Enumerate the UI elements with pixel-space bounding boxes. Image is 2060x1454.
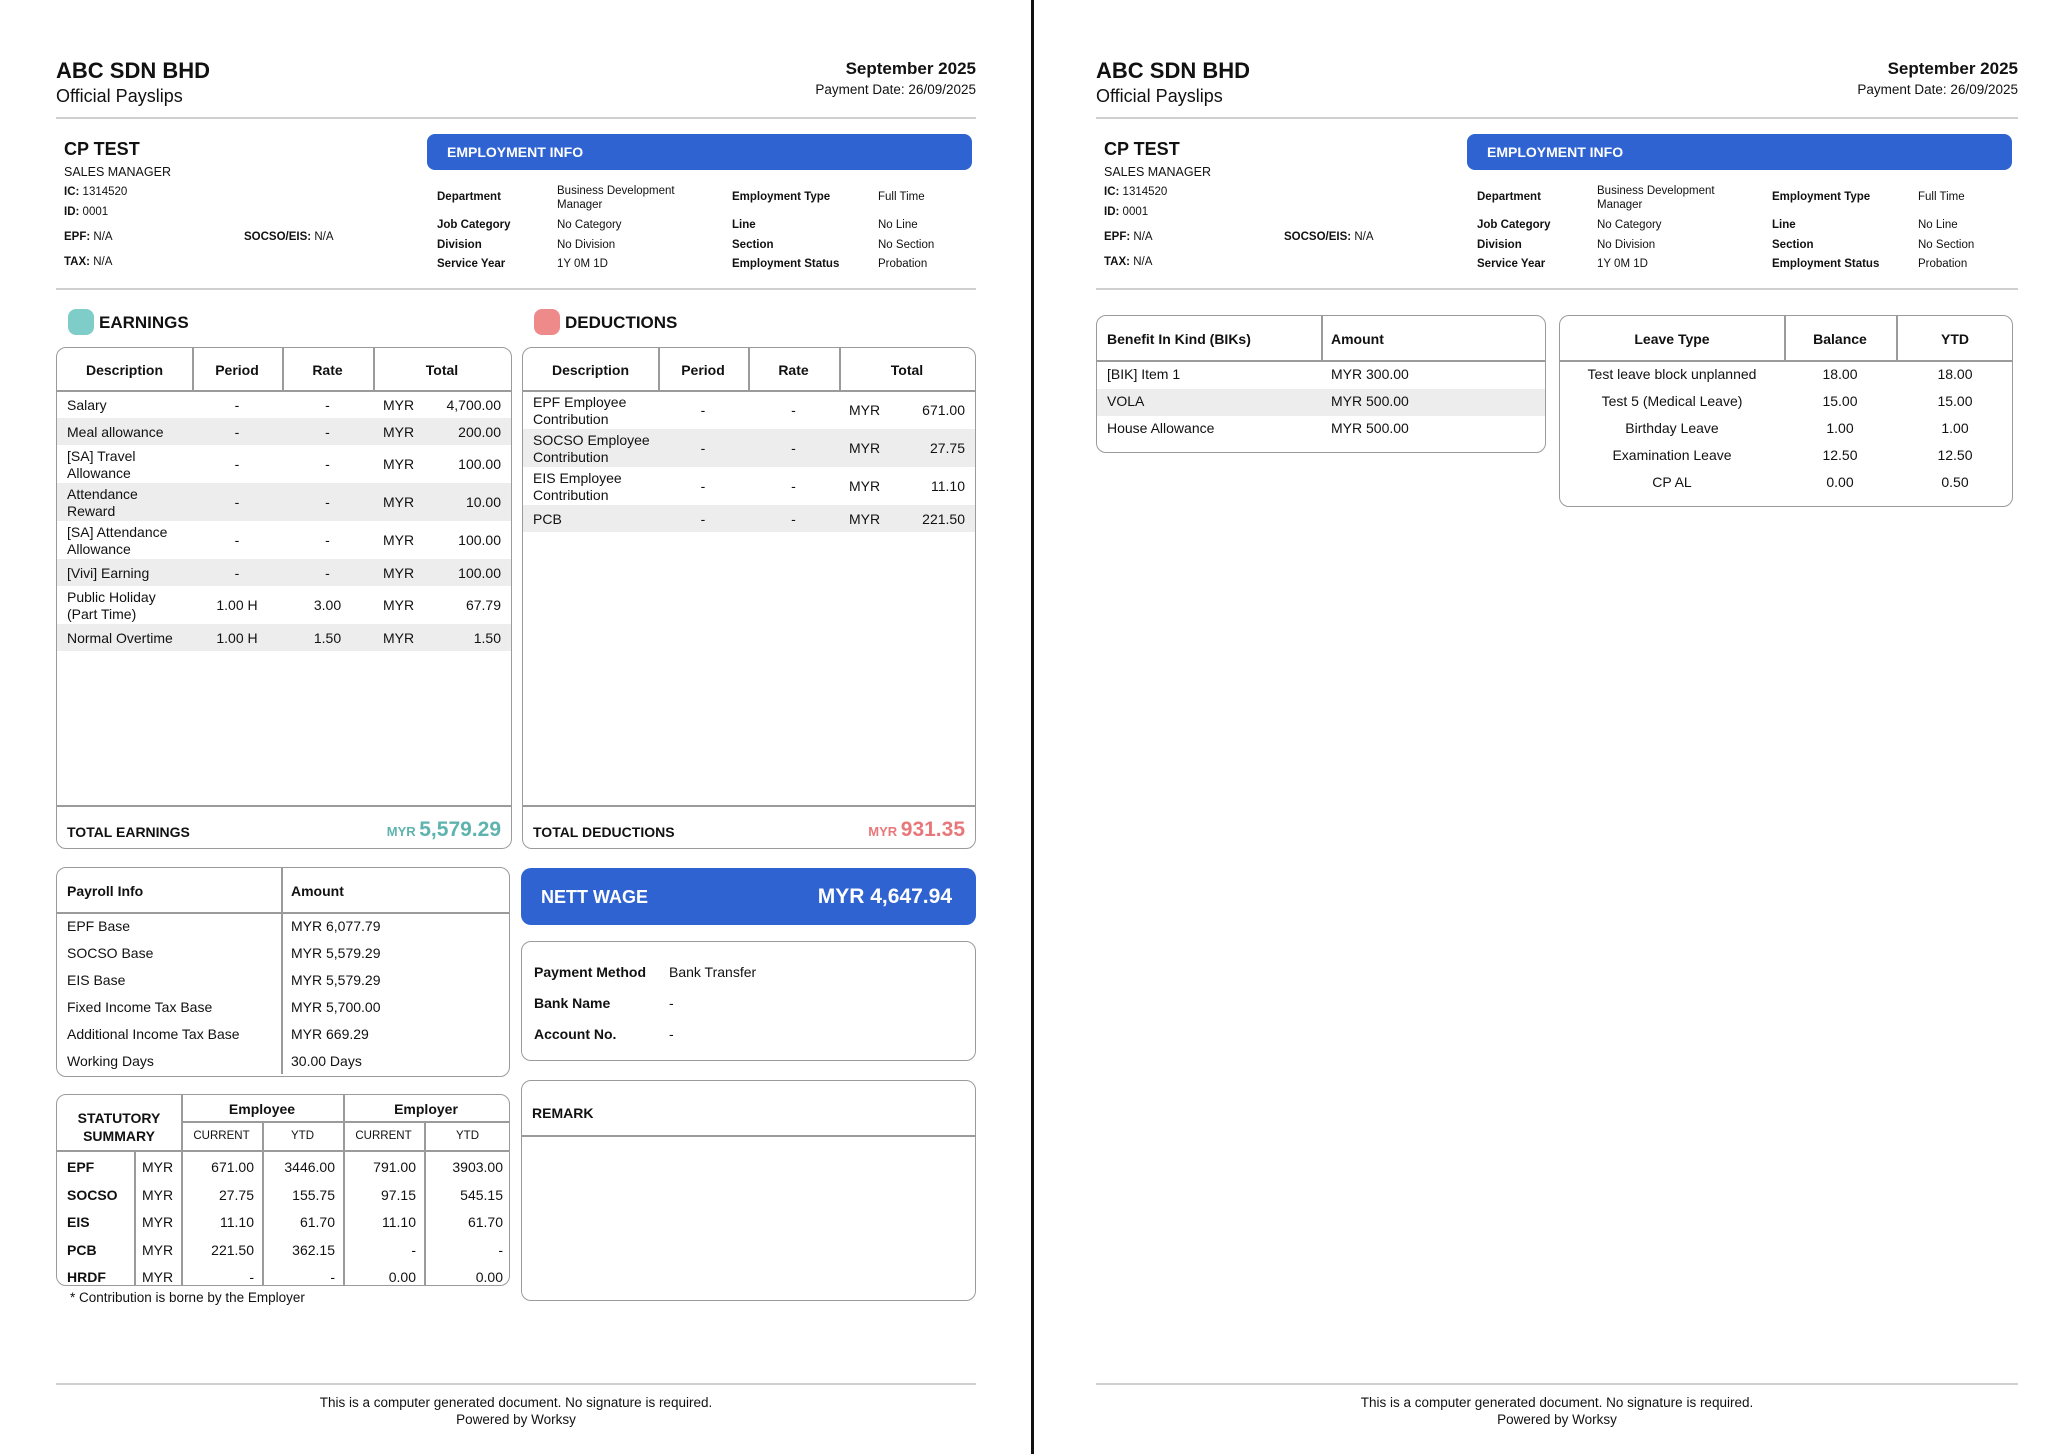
total-currency: MYR (868, 824, 901, 839)
table-header-2: Rate (778, 362, 809, 378)
row-description: Public Holiday (Part Time) (67, 589, 156, 622)
row-description: [Vivi] Earning (67, 564, 150, 581)
employer-ytd: 3903.00 (452, 1159, 503, 1175)
table-header-1: Amount (291, 883, 344, 899)
table-header-divider (57, 912, 509, 914)
section-label: Section (732, 239, 774, 251)
row-total: 100.00 (458, 456, 501, 472)
employment-type-value: Full Time (878, 191, 925, 203)
department-value: Business Development Manager (557, 185, 675, 211)
row-value: MYR 300.00 (1331, 366, 1409, 382)
employment-type-label: Employment Type (732, 191, 831, 203)
header-divider (56, 117, 976, 119)
employee-name: CP TEST (64, 139, 140, 159)
employee-current: 221.50 (211, 1241, 254, 1258)
column-divider (134, 1150, 136, 1286)
table-header-0: Description (551, 362, 629, 378)
line-label: Line (732, 219, 756, 231)
leave-ytd: 0.50 (1941, 474, 1969, 490)
payroll-info-table (56, 867, 510, 1077)
job-category-label: Job Category (1477, 219, 1551, 231)
row-period: - (700, 440, 706, 456)
employer-group-header: Employer (394, 1101, 458, 1117)
line-value: No Line (878, 219, 918, 231)
statutory-name: PCB (67, 1241, 97, 1258)
row-period: - (700, 402, 706, 418)
row-rate: - (325, 494, 330, 510)
row-period: - (234, 423, 240, 440)
row-period: - (234, 564, 240, 581)
column-divider (262, 1121, 264, 1286)
employee-position: SALES MANAGER (64, 165, 171, 179)
row-description: [SA] Travel Allowance (67, 448, 136, 481)
row-value: MYR 500.00 (1331, 393, 1409, 409)
payment-method-label: Payment Method (534, 964, 647, 980)
total-amount (868, 818, 965, 842)
earnings-dot-icon (68, 309, 94, 335)
row-currency: MYR (849, 478, 881, 494)
row-description: [SA] Attendance Allowance (67, 524, 168, 557)
employee-ic: IC: 1314520 (1104, 186, 1168, 198)
row-total: 100.00 (458, 532, 501, 548)
job-category-label: Job Category (437, 219, 511, 231)
row-rate: - (325, 456, 330, 472)
leave-balance: 0.00 (1826, 474, 1854, 490)
earnings-title: EARNINGS (99, 313, 189, 332)
department-label: Department (1477, 191, 1541, 203)
nett-wage-banner (521, 868, 976, 925)
column-divider (281, 1020, 283, 1047)
statutory-currency: MYR (142, 1159, 174, 1175)
employer-ytd: 545.15 (460, 1186, 503, 1203)
payment-method-value: Bank Transfer (669, 964, 757, 980)
row-total: 200.00 (458, 423, 501, 440)
employer-current-header: CURRENT (355, 1130, 412, 1142)
column-divider (1321, 316, 1323, 360)
statutory-currency: MYR (142, 1214, 174, 1230)
pay-month: September 2025 (845, 59, 976, 78)
employee-epf: EPF: N/A (1104, 231, 1153, 243)
statutory-note: * Contribution is borne by the Employer (70, 1290, 305, 1305)
row-shade (1097, 389, 1545, 416)
row-label: EPF Base (67, 918, 131, 934)
leave-type: CP AL (1652, 474, 1692, 490)
row-label: Additional Income Tax Base (67, 1026, 240, 1042)
company-name: ABC SDN BHD (56, 58, 210, 83)
row-rate: - (791, 478, 796, 494)
footer-divider (1096, 1383, 2018, 1385)
footer-line2: Powered by Worksy (456, 1412, 576, 1427)
info-divider (1096, 288, 2018, 290)
row-period: - (234, 456, 240, 472)
leave-balance: 15.00 (1822, 393, 1858, 409)
info-divider (56, 288, 976, 290)
payment-info-box (521, 941, 976, 1061)
employment-type-label: Employment Type (1772, 191, 1871, 203)
column-divider (281, 1047, 283, 1074)
table-header-1: Balance (1813, 331, 1867, 347)
payment-date: Payment Date: 26/09/2025 (1857, 82, 2018, 97)
statutory-name: HRDF (67, 1269, 106, 1285)
table-header-divider (57, 1150, 509, 1152)
employee-ytd: 155.75 (292, 1186, 335, 1203)
company-name: ABC SDN BHD (1096, 58, 1250, 83)
statutory-title-2: SUMMARY (83, 1128, 155, 1144)
row-rate: 1.50 (313, 629, 342, 646)
row-currency: MYR (849, 440, 881, 456)
section-label: Section (1772, 239, 1814, 251)
row-total: 27.75 (929, 440, 965, 456)
leave-balance: 1.00 (1826, 420, 1854, 436)
total-currency: MYR (386, 824, 420, 839)
column-divider (281, 939, 283, 966)
row-description: EPF Employee Contribution (533, 394, 627, 427)
employee-group-header: Employee (228, 1101, 296, 1117)
row-currency: MYR (849, 510, 881, 527)
row-value: MYR 5,579.29 (291, 945, 381, 961)
leave-balance: 18.00 (1822, 366, 1858, 382)
job-category-value: No Category (557, 219, 622, 231)
line-label: Line (1772, 219, 1796, 231)
employee-current: 671.00 (211, 1159, 254, 1175)
service-year-label: Service Year (437, 258, 506, 270)
employer-current: 0.00 (388, 1269, 416, 1285)
row-period: - (234, 396, 240, 413)
employer-ytd: - (498, 1241, 503, 1258)
employee-ytd-header: YTD (291, 1130, 314, 1142)
row-total: 11.10 (931, 478, 965, 494)
column-divider (281, 912, 283, 939)
row-rate: 3.00 (313, 597, 342, 613)
employment-type-value: Full Time (1918, 191, 1965, 203)
row-currency: MYR (383, 423, 415, 440)
row-value: 30.00 Days (291, 1053, 362, 1069)
employee-tax: TAX: N/A (64, 256, 113, 268)
account-no-label: Account No. (534, 1026, 617, 1042)
employee-id: ID: 0001 (1104, 206, 1149, 218)
row-label: SOCSO Base (67, 945, 154, 961)
job-category-value: No Category (1597, 219, 1662, 231)
service-year-value: 1Y 0M 1D (1597, 258, 1648, 270)
total-label: TOTAL DEDUCTIONS (533, 824, 675, 840)
account-no-value: - (669, 1026, 674, 1042)
leave-type: Test 5 (Medical Leave) (1601, 393, 1743, 409)
statutory-title-1: STATUTORY (77, 1110, 161, 1126)
total-amount (387, 818, 501, 842)
employment-info-banner: EMPLOYMENT INFO (1467, 134, 2012, 170)
payslip-page-2 (1034, 0, 2060, 1454)
row-currency: MYR (383, 564, 415, 581)
employee-tax: TAX: N/A (1104, 256, 1153, 268)
row-description: Salary (67, 396, 107, 413)
line-value: No Line (1918, 219, 1958, 231)
row-currency: MYR (383, 494, 415, 510)
remark-box (521, 1080, 976, 1301)
row-period: - (234, 532, 240, 548)
column-divider (424, 1121, 426, 1286)
row-period: 1.00 H (216, 597, 258, 613)
column-divider (281, 993, 283, 1020)
total-divider (523, 805, 975, 807)
employer-current: 791.00 (373, 1159, 416, 1175)
row-rate: - (791, 510, 796, 527)
service-year-label: Service Year (1477, 258, 1546, 270)
row-value: MYR 5,579.29 (291, 972, 381, 988)
row-label: EIS Base (67, 972, 126, 988)
section-value: No Section (878, 239, 935, 251)
employee-current: 27.75 (218, 1186, 254, 1203)
total-divider (57, 805, 511, 807)
table-header-0: Description (85, 362, 163, 378)
table-header-divider (523, 390, 975, 392)
deductions-table (522, 347, 976, 849)
leave-ytd: 15.00 (1937, 393, 1973, 409)
employee-name: CP TEST (1104, 139, 1180, 159)
bank-name-label: Bank Name (534, 995, 611, 1011)
statutory-name: SOCSO (67, 1186, 118, 1203)
employer-ytd: 0.00 (475, 1269, 503, 1285)
row-period: 1.00 H (216, 629, 258, 646)
leave-balance: 12.50 (1822, 447, 1858, 463)
table-header-1: Amount (1331, 331, 1384, 347)
deductions-title: DEDUCTIONS (565, 313, 678, 332)
employee-socso: SOCSO/EIS: N/A (244, 231, 334, 243)
employee-epf: EPF: N/A (64, 231, 113, 243)
footer-line2: Powered by Worksy (1497, 1412, 1617, 1427)
row-value: MYR 5,700.00 (291, 999, 381, 1015)
bik-table (1096, 315, 1546, 453)
bank-name-value: - (669, 995, 674, 1011)
row-currency: MYR (383, 456, 415, 472)
row-label: House Allowance (1107, 420, 1215, 436)
statutory-summary-table (56, 1094, 510, 1286)
employee-ytd: - (330, 1269, 335, 1285)
employment-info-banner: EMPLOYMENT INFO (427, 134, 972, 170)
service-year-value: 1Y 0M 1D (557, 258, 608, 270)
employee-current: - (249, 1269, 254, 1285)
row-currency: MYR (383, 532, 415, 548)
footer-line1: This is a computer generated document. No signature is required. (1360, 1395, 1754, 1410)
row-label: [BIK] Item 1 (1107, 366, 1181, 382)
department-value: Business Development Manager (1597, 185, 1715, 211)
statutory-name: EPF (67, 1159, 95, 1175)
employer-current: 97.15 (380, 1186, 416, 1203)
leave-ytd: 12.50 (1937, 447, 1973, 463)
earnings-table (56, 347, 512, 849)
employee-current: 11.10 (220, 1214, 254, 1230)
section-value: No Section (1918, 239, 1975, 251)
employee-ytd: 61.70 (299, 1214, 335, 1230)
deductions-dot-icon (534, 309, 560, 335)
employer-current: - (411, 1241, 416, 1258)
total-value: 5,579.29 (419, 818, 501, 841)
employee-socso: SOCSO/EIS: N/A (1284, 231, 1374, 243)
row-rate: - (325, 396, 330, 413)
header-divider (1096, 117, 2018, 119)
nett-wage-label: NETT WAGE (541, 887, 648, 907)
column-divider (281, 966, 283, 993)
footer-line1: This is a computer generated document. No signature is required. (319, 1395, 713, 1410)
leave-type: Test leave block unplanned (1587, 366, 1757, 382)
employee-current-header: CURRENT (193, 1130, 250, 1142)
employee-ic: IC: 1314520 (64, 186, 128, 198)
employer-ytd: 61.70 (467, 1214, 503, 1230)
remark-title: REMARK (532, 1105, 594, 1121)
row-total: 67.79 (465, 597, 501, 613)
leave-type: Examination Leave (1612, 447, 1732, 463)
employment-status-label: Employment Status (1772, 258, 1880, 270)
group-header-divider (181, 1121, 510, 1123)
leave-ytd: 1.00 (1941, 420, 1969, 436)
row-rate: - (325, 423, 330, 440)
row-rate: - (325, 532, 330, 548)
table-header-0: Leave Type (1634, 331, 1710, 347)
doc-subtitle: Official Payslips (56, 86, 183, 106)
table-header-divider (1097, 360, 1545, 362)
employment-status-value: Probation (878, 258, 928, 270)
row-value: MYR 500.00 (1331, 420, 1409, 436)
leave-table (1559, 315, 2013, 507)
row-period: - (700, 478, 706, 494)
leave-ytd: 18.00 (1937, 366, 1973, 382)
statutory-name: EIS (67, 1214, 90, 1230)
row-currency: MYR (383, 597, 415, 613)
row-label: VOLA (1107, 393, 1145, 409)
doc-subtitle: Official Payslips (1096, 86, 1223, 106)
employee-id: ID: 0001 (64, 206, 109, 218)
division-label: Division (1477, 239, 1522, 251)
table-header-2: YTD (1941, 331, 1969, 347)
payment-date: Payment Date: 26/09/2025 (815, 82, 976, 97)
row-currency: MYR (383, 629, 415, 646)
statutory-currency: MYR (142, 1241, 174, 1258)
employee-ytd: 362.15 (292, 1241, 335, 1258)
row-label: Fixed Income Tax Base (67, 999, 213, 1015)
row-currency: MYR (849, 402, 881, 418)
row-description: EIS Employee Contribution (533, 470, 622, 503)
row-value: MYR 669.29 (291, 1026, 369, 1042)
row-period: - (700, 510, 706, 527)
nett-wage-value: MYR 4,647.94 (817, 885, 952, 908)
statutory-currency: MYR (142, 1269, 174, 1285)
row-description: Meal allowance (67, 423, 164, 440)
row-total: 4,700.00 (446, 396, 501, 413)
department-label: Department (437, 191, 501, 203)
row-rate: - (325, 564, 330, 581)
table-header-3: Total (890, 362, 924, 378)
employment-status-value: Probation (1918, 258, 1968, 270)
table-header-0: Benefit In Kind (BIKs) (1107, 331, 1251, 347)
pay-month: September 2025 (1887, 59, 2018, 78)
table-header-1: Period (215, 362, 259, 378)
row-period: - (234, 494, 240, 510)
table-header-divider (57, 390, 511, 392)
leave-type: Birthday Leave (1625, 420, 1719, 436)
row-total: 671.00 (922, 402, 965, 418)
row-total: 100.00 (458, 564, 501, 581)
row-total: 1.50 (473, 629, 501, 646)
remark-divider (522, 1135, 975, 1137)
division-value: No Division (1597, 239, 1656, 251)
employment-status-label: Employment Status (732, 258, 840, 270)
division-label: Division (437, 239, 482, 251)
row-rate: - (791, 402, 796, 418)
total-label: TOTAL EARNINGS (67, 824, 190, 840)
table-header-divider (1560, 360, 2012, 362)
row-label: Working Days (67, 1053, 154, 1069)
employer-current: 11.10 (382, 1214, 416, 1230)
row-description: SOCSO Employee Contribution (533, 432, 650, 465)
table-header-3: Total (425, 362, 459, 378)
employee-position: SALES MANAGER (1104, 165, 1211, 179)
row-description: Normal Overtime (67, 629, 173, 646)
row-total: 221.50 (922, 510, 965, 527)
footer-divider (56, 1383, 976, 1385)
row-rate: - (791, 440, 796, 456)
total-value: 931.35 (900, 818, 965, 841)
row-description: Attendance Reward (67, 486, 138, 519)
statutory-currency: MYR (142, 1186, 174, 1203)
row-description: PCB (533, 510, 562, 527)
row-currency: MYR (383, 396, 415, 413)
employee-ytd: 3446.00 (284, 1159, 335, 1175)
table-header-1: Period (681, 362, 725, 378)
row-total: 10.00 (465, 494, 501, 510)
column-divider (281, 868, 283, 912)
division-value: No Division (557, 239, 616, 251)
row-value: MYR 6,077.79 (291, 918, 381, 934)
table-header-0: Payroll Info (67, 883, 144, 899)
employer-ytd-header: YTD (456, 1130, 479, 1142)
table-header-2: Rate (312, 362, 343, 378)
